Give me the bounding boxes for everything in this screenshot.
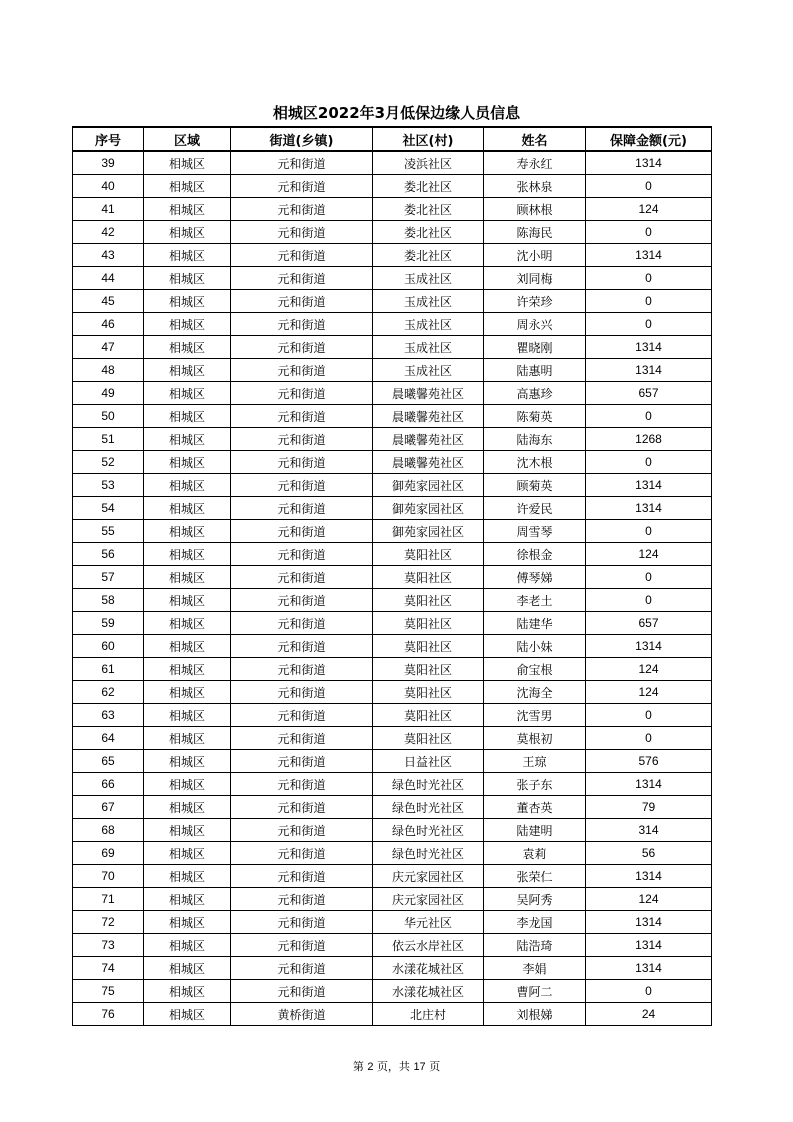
cell-community: 莫阳社区 bbox=[373, 681, 484, 704]
cell-name: 陆建明 bbox=[484, 819, 586, 842]
cell-district: 相城区 bbox=[144, 151, 231, 175]
cell-street: 元和街道 bbox=[231, 382, 373, 405]
cell-amount: 0 bbox=[586, 520, 712, 543]
cell-serial: 41 bbox=[73, 198, 144, 221]
cell-serial: 73 bbox=[73, 934, 144, 957]
cell-district: 相城区 bbox=[144, 290, 231, 313]
cell-serial: 57 bbox=[73, 566, 144, 589]
cell-community: 绿色时光社区 bbox=[373, 796, 484, 819]
cell-street: 元和街道 bbox=[231, 359, 373, 382]
cell-district: 相城区 bbox=[144, 313, 231, 336]
cell-community: 玉成社区 bbox=[373, 290, 484, 313]
cell-community: 娄北社区 bbox=[373, 198, 484, 221]
table-row bbox=[73, 543, 712, 566]
cell-district: 相城区 bbox=[144, 336, 231, 359]
cell-district: 相城区 bbox=[144, 428, 231, 451]
cell-community: 莫阳社区 bbox=[373, 566, 484, 589]
cell-serial: 60 bbox=[73, 635, 144, 658]
cell-name: 袁莉 bbox=[484, 842, 586, 865]
cell-street: 元和街道 bbox=[231, 474, 373, 497]
footer-current-page: 2 bbox=[367, 1061, 374, 1073]
table-row bbox=[73, 796, 712, 819]
cell-district: 相城区 bbox=[144, 727, 231, 750]
table-row bbox=[73, 451, 712, 474]
cell-street: 元和街道 bbox=[231, 635, 373, 658]
cell-serial: 71 bbox=[73, 888, 144, 911]
table-row bbox=[73, 151, 712, 175]
cell-name: 徐根金 bbox=[484, 543, 586, 566]
cell-amount: 657 bbox=[586, 382, 712, 405]
cell-amount: 0 bbox=[586, 566, 712, 589]
cell-name: 陈菊英 bbox=[484, 405, 586, 428]
cell-district: 相城区 bbox=[144, 520, 231, 543]
cell-street: 元和街道 bbox=[231, 221, 373, 244]
table-row bbox=[73, 658, 712, 681]
cell-community: 莫阳社区 bbox=[373, 658, 484, 681]
cell-street: 元和街道 bbox=[231, 612, 373, 635]
cell-serial: 59 bbox=[73, 612, 144, 635]
cell-street: 元和街道 bbox=[231, 290, 373, 313]
cell-serial: 48 bbox=[73, 359, 144, 382]
cell-serial: 50 bbox=[73, 405, 144, 428]
cell-name: 李龙国 bbox=[484, 911, 586, 934]
cell-street: 元和街道 bbox=[231, 727, 373, 750]
cell-amount: 314 bbox=[586, 819, 712, 842]
cell-street: 元和街道 bbox=[231, 520, 373, 543]
cell-community: 庆元家园社区 bbox=[373, 865, 484, 888]
cell-street: 元和街道 bbox=[231, 934, 373, 957]
cell-amount: 576 bbox=[586, 750, 712, 773]
table-row bbox=[73, 681, 712, 704]
cell-community: 日益社区 bbox=[373, 750, 484, 773]
cell-street: 元和街道 bbox=[231, 151, 373, 175]
table-row bbox=[73, 635, 712, 658]
table-row bbox=[73, 934, 712, 957]
cell-district: 相城区 bbox=[144, 911, 231, 934]
column-header-district: 区域 bbox=[144, 127, 231, 151]
cell-name: 李娟 bbox=[484, 957, 586, 980]
column-header-community: 社区(村) bbox=[373, 127, 484, 151]
cell-community: 水漾花城社区 bbox=[373, 980, 484, 1003]
cell-name: 张子东 bbox=[484, 773, 586, 796]
cell-serial: 44 bbox=[73, 267, 144, 290]
cell-community: 绿色时光社区 bbox=[373, 842, 484, 865]
cell-district: 相城区 bbox=[144, 957, 231, 980]
cell-amount: 24 bbox=[586, 1003, 712, 1026]
cell-street: 元和街道 bbox=[231, 957, 373, 980]
cell-street: 元和街道 bbox=[231, 451, 373, 474]
table-row bbox=[73, 957, 712, 980]
cell-street: 元和街道 bbox=[231, 796, 373, 819]
cell-district: 相城区 bbox=[144, 865, 231, 888]
cell-serial: 63 bbox=[73, 704, 144, 727]
cell-community: 玉成社区 bbox=[373, 336, 484, 359]
cell-name: 陈海民 bbox=[484, 221, 586, 244]
cell-street: 元和街道 bbox=[231, 543, 373, 566]
table-row bbox=[73, 313, 712, 336]
cell-district: 相城区 bbox=[144, 796, 231, 819]
cell-name: 傅琴娣 bbox=[484, 566, 586, 589]
table-row bbox=[73, 773, 712, 796]
column-header-street: 街道(乡镇) bbox=[231, 127, 373, 151]
cell-street: 元和街道 bbox=[231, 681, 373, 704]
cell-name: 董杏英 bbox=[484, 796, 586, 819]
cell-name: 高惠珍 bbox=[484, 382, 586, 405]
cell-community: 北庄村 bbox=[373, 1003, 484, 1026]
cell-community: 晨曦馨苑社区 bbox=[373, 428, 484, 451]
cell-serial: 46 bbox=[73, 313, 144, 336]
cell-serial: 52 bbox=[73, 451, 144, 474]
cell-district: 相城区 bbox=[144, 635, 231, 658]
cell-amount: 657 bbox=[586, 612, 712, 635]
cell-community: 御苑家园社区 bbox=[373, 497, 484, 520]
cell-amount: 124 bbox=[586, 888, 712, 911]
table-row bbox=[73, 704, 712, 727]
table-row bbox=[73, 221, 712, 244]
cell-community: 晨曦馨苑社区 bbox=[373, 451, 484, 474]
cell-community: 莫阳社区 bbox=[373, 612, 484, 635]
cell-serial: 69 bbox=[73, 842, 144, 865]
table-row bbox=[73, 727, 712, 750]
cell-community: 水漾花城社区 bbox=[373, 957, 484, 980]
cell-street: 元和街道 bbox=[231, 589, 373, 612]
cell-community: 绿色时光社区 bbox=[373, 819, 484, 842]
table-row bbox=[73, 819, 712, 842]
cell-community: 玉成社区 bbox=[373, 267, 484, 290]
footer-total-pages: 17 bbox=[413, 1061, 426, 1073]
footer-prefix: 第 bbox=[352, 1060, 364, 1073]
cell-district: 相城区 bbox=[144, 773, 231, 796]
cell-serial: 55 bbox=[73, 520, 144, 543]
cell-amount: 1314 bbox=[586, 359, 712, 382]
cell-name: 陆海东 bbox=[484, 428, 586, 451]
cell-street: 元和街道 bbox=[231, 658, 373, 681]
cell-community: 绿色时光社区 bbox=[373, 773, 484, 796]
cell-amount: 0 bbox=[586, 221, 712, 244]
cell-name: 许爱民 bbox=[484, 497, 586, 520]
cell-amount: 124 bbox=[586, 198, 712, 221]
cell-district: 相城区 bbox=[144, 244, 231, 267]
cell-community: 莫阳社区 bbox=[373, 727, 484, 750]
table-row bbox=[73, 842, 712, 865]
cell-amount: 1314 bbox=[586, 635, 712, 658]
cell-name: 陆浩琦 bbox=[484, 934, 586, 957]
cell-street: 元和街道 bbox=[231, 865, 373, 888]
cell-serial: 75 bbox=[73, 980, 144, 1003]
footer-suffix: 页 bbox=[429, 1060, 441, 1073]
cell-community: 娄北社区 bbox=[373, 221, 484, 244]
table-row bbox=[73, 198, 712, 221]
cell-street: 元和街道 bbox=[231, 244, 373, 267]
cell-serial: 47 bbox=[73, 336, 144, 359]
cell-amount: 0 bbox=[586, 290, 712, 313]
cell-name: 张林泉 bbox=[484, 175, 586, 198]
cell-name: 陆惠明 bbox=[484, 359, 586, 382]
cell-serial: 67 bbox=[73, 796, 144, 819]
cell-street: 元和街道 bbox=[231, 888, 373, 911]
cell-amount: 1314 bbox=[586, 151, 712, 175]
cell-district: 相城区 bbox=[144, 497, 231, 520]
table-body bbox=[73, 151, 712, 1026]
table-row bbox=[73, 382, 712, 405]
cell-serial: 62 bbox=[73, 681, 144, 704]
cell-street: 元和街道 bbox=[231, 175, 373, 198]
table-row bbox=[73, 520, 712, 543]
table-row bbox=[73, 405, 712, 428]
cell-community: 晨曦馨苑社区 bbox=[373, 382, 484, 405]
table-row bbox=[73, 497, 712, 520]
cell-serial: 66 bbox=[73, 773, 144, 796]
cell-serial: 72 bbox=[73, 911, 144, 934]
cell-name: 顾林根 bbox=[484, 198, 586, 221]
cell-amount: 1314 bbox=[586, 497, 712, 520]
cell-name: 周雪琴 bbox=[484, 520, 586, 543]
cell-name: 王琼 bbox=[484, 750, 586, 773]
cell-amount: 0 bbox=[586, 980, 712, 1003]
cell-district: 相城区 bbox=[144, 704, 231, 727]
cell-serial: 42 bbox=[73, 221, 144, 244]
cell-amount: 124 bbox=[586, 543, 712, 566]
cell-district: 相城区 bbox=[144, 1003, 231, 1026]
cell-amount: 1268 bbox=[586, 428, 712, 451]
cell-street: 元和街道 bbox=[231, 267, 373, 290]
cell-community: 莫阳社区 bbox=[373, 704, 484, 727]
cell-amount: 1314 bbox=[586, 934, 712, 957]
cell-name: 沈小明 bbox=[484, 244, 586, 267]
cell-serial: 68 bbox=[73, 819, 144, 842]
cell-street: 元和街道 bbox=[231, 336, 373, 359]
cell-street: 元和街道 bbox=[231, 313, 373, 336]
table-row bbox=[73, 589, 712, 612]
cell-district: 相城区 bbox=[144, 750, 231, 773]
cell-amount: 0 bbox=[586, 175, 712, 198]
cell-name: 刘根娣 bbox=[484, 1003, 586, 1026]
cell-street: 元和街道 bbox=[231, 773, 373, 796]
cell-community: 华元社区 bbox=[373, 911, 484, 934]
table-row bbox=[73, 911, 712, 934]
cell-amount: 1314 bbox=[586, 474, 712, 497]
cell-district: 相城区 bbox=[144, 359, 231, 382]
table-row bbox=[73, 750, 712, 773]
cell-serial: 76 bbox=[73, 1003, 144, 1026]
cell-name: 顾菊英 bbox=[484, 474, 586, 497]
cell-district: 相城区 bbox=[144, 405, 231, 428]
cell-street: 元和街道 bbox=[231, 704, 373, 727]
cell-community: 御苑家园社区 bbox=[373, 474, 484, 497]
page-footer bbox=[0, 1058, 793, 1074]
cell-name: 沈海全 bbox=[484, 681, 586, 704]
cell-street: 元和街道 bbox=[231, 980, 373, 1003]
table-row bbox=[73, 566, 712, 589]
cell-district: 相城区 bbox=[144, 382, 231, 405]
cell-name: 瞿晓刚 bbox=[484, 336, 586, 359]
cell-district: 相城区 bbox=[144, 267, 231, 290]
cell-street: 元和街道 bbox=[231, 842, 373, 865]
table-row bbox=[73, 888, 712, 911]
cell-amount: 0 bbox=[586, 451, 712, 474]
cell-serial: 74 bbox=[73, 957, 144, 980]
table-row bbox=[73, 428, 712, 451]
cell-name: 沈雪男 bbox=[484, 704, 586, 727]
table-header-row bbox=[73, 127, 712, 151]
column-header-name: 姓名 bbox=[484, 127, 586, 151]
cell-name: 陆小妹 bbox=[484, 635, 586, 658]
cell-serial: 64 bbox=[73, 727, 144, 750]
cell-community: 庆元家园社区 bbox=[373, 888, 484, 911]
table-row bbox=[73, 359, 712, 382]
cell-amount: 1314 bbox=[586, 911, 712, 934]
table-row bbox=[73, 865, 712, 888]
cell-amount: 124 bbox=[586, 658, 712, 681]
cell-amount: 79 bbox=[586, 796, 712, 819]
table-row bbox=[73, 336, 712, 359]
cell-community: 莫阳社区 bbox=[373, 589, 484, 612]
cell-amount: 1314 bbox=[586, 244, 712, 267]
cell-name: 陆建华 bbox=[484, 612, 586, 635]
cell-street: 元和街道 bbox=[231, 911, 373, 934]
cell-amount: 1314 bbox=[586, 957, 712, 980]
cell-amount: 56 bbox=[586, 842, 712, 865]
cell-serial: 56 bbox=[73, 543, 144, 566]
cell-serial: 58 bbox=[73, 589, 144, 612]
cell-serial: 51 bbox=[73, 428, 144, 451]
cell-community: 依云水岸社区 bbox=[373, 934, 484, 957]
cell-community: 娄北社区 bbox=[373, 244, 484, 267]
table-row bbox=[73, 980, 712, 1003]
cell-name: 周永兴 bbox=[484, 313, 586, 336]
cell-serial: 49 bbox=[73, 382, 144, 405]
cell-district: 相城区 bbox=[144, 474, 231, 497]
cell-amount: 124 bbox=[586, 681, 712, 704]
cell-district: 相城区 bbox=[144, 681, 231, 704]
document-title: 相城区2022年3月低保边缘人员信息 bbox=[272, 104, 521, 122]
cell-serial: 65 bbox=[73, 750, 144, 773]
cell-serial: 40 bbox=[73, 175, 144, 198]
cell-name: 沈木根 bbox=[484, 451, 586, 474]
cell-district: 相城区 bbox=[144, 451, 231, 474]
cell-district: 相城区 bbox=[144, 658, 231, 681]
cell-district: 相城区 bbox=[144, 198, 231, 221]
cell-amount: 0 bbox=[586, 405, 712, 428]
cell-district: 相城区 bbox=[144, 612, 231, 635]
recipient-table bbox=[72, 126, 712, 1026]
cell-district: 相城区 bbox=[144, 980, 231, 1003]
cell-serial: 39 bbox=[73, 151, 144, 175]
cell-serial: 70 bbox=[73, 865, 144, 888]
cell-street: 元和街道 bbox=[231, 750, 373, 773]
cell-name: 李老土 bbox=[484, 589, 586, 612]
cell-community: 莫阳社区 bbox=[373, 635, 484, 658]
cell-district: 相城区 bbox=[144, 543, 231, 566]
cell-name: 曹阿二 bbox=[484, 980, 586, 1003]
cell-district: 相城区 bbox=[144, 819, 231, 842]
table-row bbox=[73, 474, 712, 497]
cell-street: 元和街道 bbox=[231, 566, 373, 589]
table-row bbox=[73, 1003, 712, 1026]
cell-serial: 53 bbox=[73, 474, 144, 497]
table-row bbox=[73, 175, 712, 198]
cell-street: 元和街道 bbox=[231, 497, 373, 520]
cell-community: 莫阳社区 bbox=[373, 543, 484, 566]
footer-middle: 页，共 bbox=[376, 1060, 410, 1073]
table-row bbox=[73, 290, 712, 313]
cell-name: 许荣珍 bbox=[484, 290, 586, 313]
cell-amount: 0 bbox=[586, 267, 712, 290]
cell-name: 张荣仁 bbox=[484, 865, 586, 888]
cell-community: 御苑家园社区 bbox=[373, 520, 484, 543]
table-row bbox=[73, 244, 712, 267]
cell-amount: 0 bbox=[586, 589, 712, 612]
cell-name: 莫根初 bbox=[484, 727, 586, 750]
cell-street: 元和街道 bbox=[231, 198, 373, 221]
cell-serial: 61 bbox=[73, 658, 144, 681]
cell-name: 刘同梅 bbox=[484, 267, 586, 290]
column-header-serial: 序号 bbox=[73, 127, 144, 151]
cell-community: 晨曦馨苑社区 bbox=[373, 405, 484, 428]
cell-amount: 1314 bbox=[586, 865, 712, 888]
cell-district: 相城区 bbox=[144, 934, 231, 957]
cell-street: 元和街道 bbox=[231, 428, 373, 451]
cell-serial: 43 bbox=[73, 244, 144, 267]
cell-district: 相城区 bbox=[144, 589, 231, 612]
cell-community: 凌浜社区 bbox=[373, 151, 484, 175]
cell-amount: 0 bbox=[586, 313, 712, 336]
cell-name: 寿永红 bbox=[484, 151, 586, 175]
cell-community: 娄北社区 bbox=[373, 175, 484, 198]
cell-district: 相城区 bbox=[144, 221, 231, 244]
cell-district: 相城区 bbox=[144, 842, 231, 865]
cell-district: 相城区 bbox=[144, 175, 231, 198]
cell-amount: 0 bbox=[586, 704, 712, 727]
cell-district: 相城区 bbox=[144, 566, 231, 589]
cell-community: 玉成社区 bbox=[373, 313, 484, 336]
cell-name: 吴阿秀 bbox=[484, 888, 586, 911]
cell-serial: 54 bbox=[73, 497, 144, 520]
cell-street: 元和街道 bbox=[231, 819, 373, 842]
column-header-amount: 保障金额(元) bbox=[586, 127, 712, 151]
cell-name: 俞宝根 bbox=[484, 658, 586, 681]
cell-serial: 45 bbox=[73, 290, 144, 313]
cell-street: 元和街道 bbox=[231, 405, 373, 428]
cell-community: 玉成社区 bbox=[373, 359, 484, 382]
table-row bbox=[73, 612, 712, 635]
cell-amount: 0 bbox=[586, 727, 712, 750]
cell-district: 相城区 bbox=[144, 888, 231, 911]
cell-amount: 1314 bbox=[586, 336, 712, 359]
cell-street: 黄桥街道 bbox=[231, 1003, 373, 1026]
table-row bbox=[73, 267, 712, 290]
cell-amount: 1314 bbox=[586, 773, 712, 796]
